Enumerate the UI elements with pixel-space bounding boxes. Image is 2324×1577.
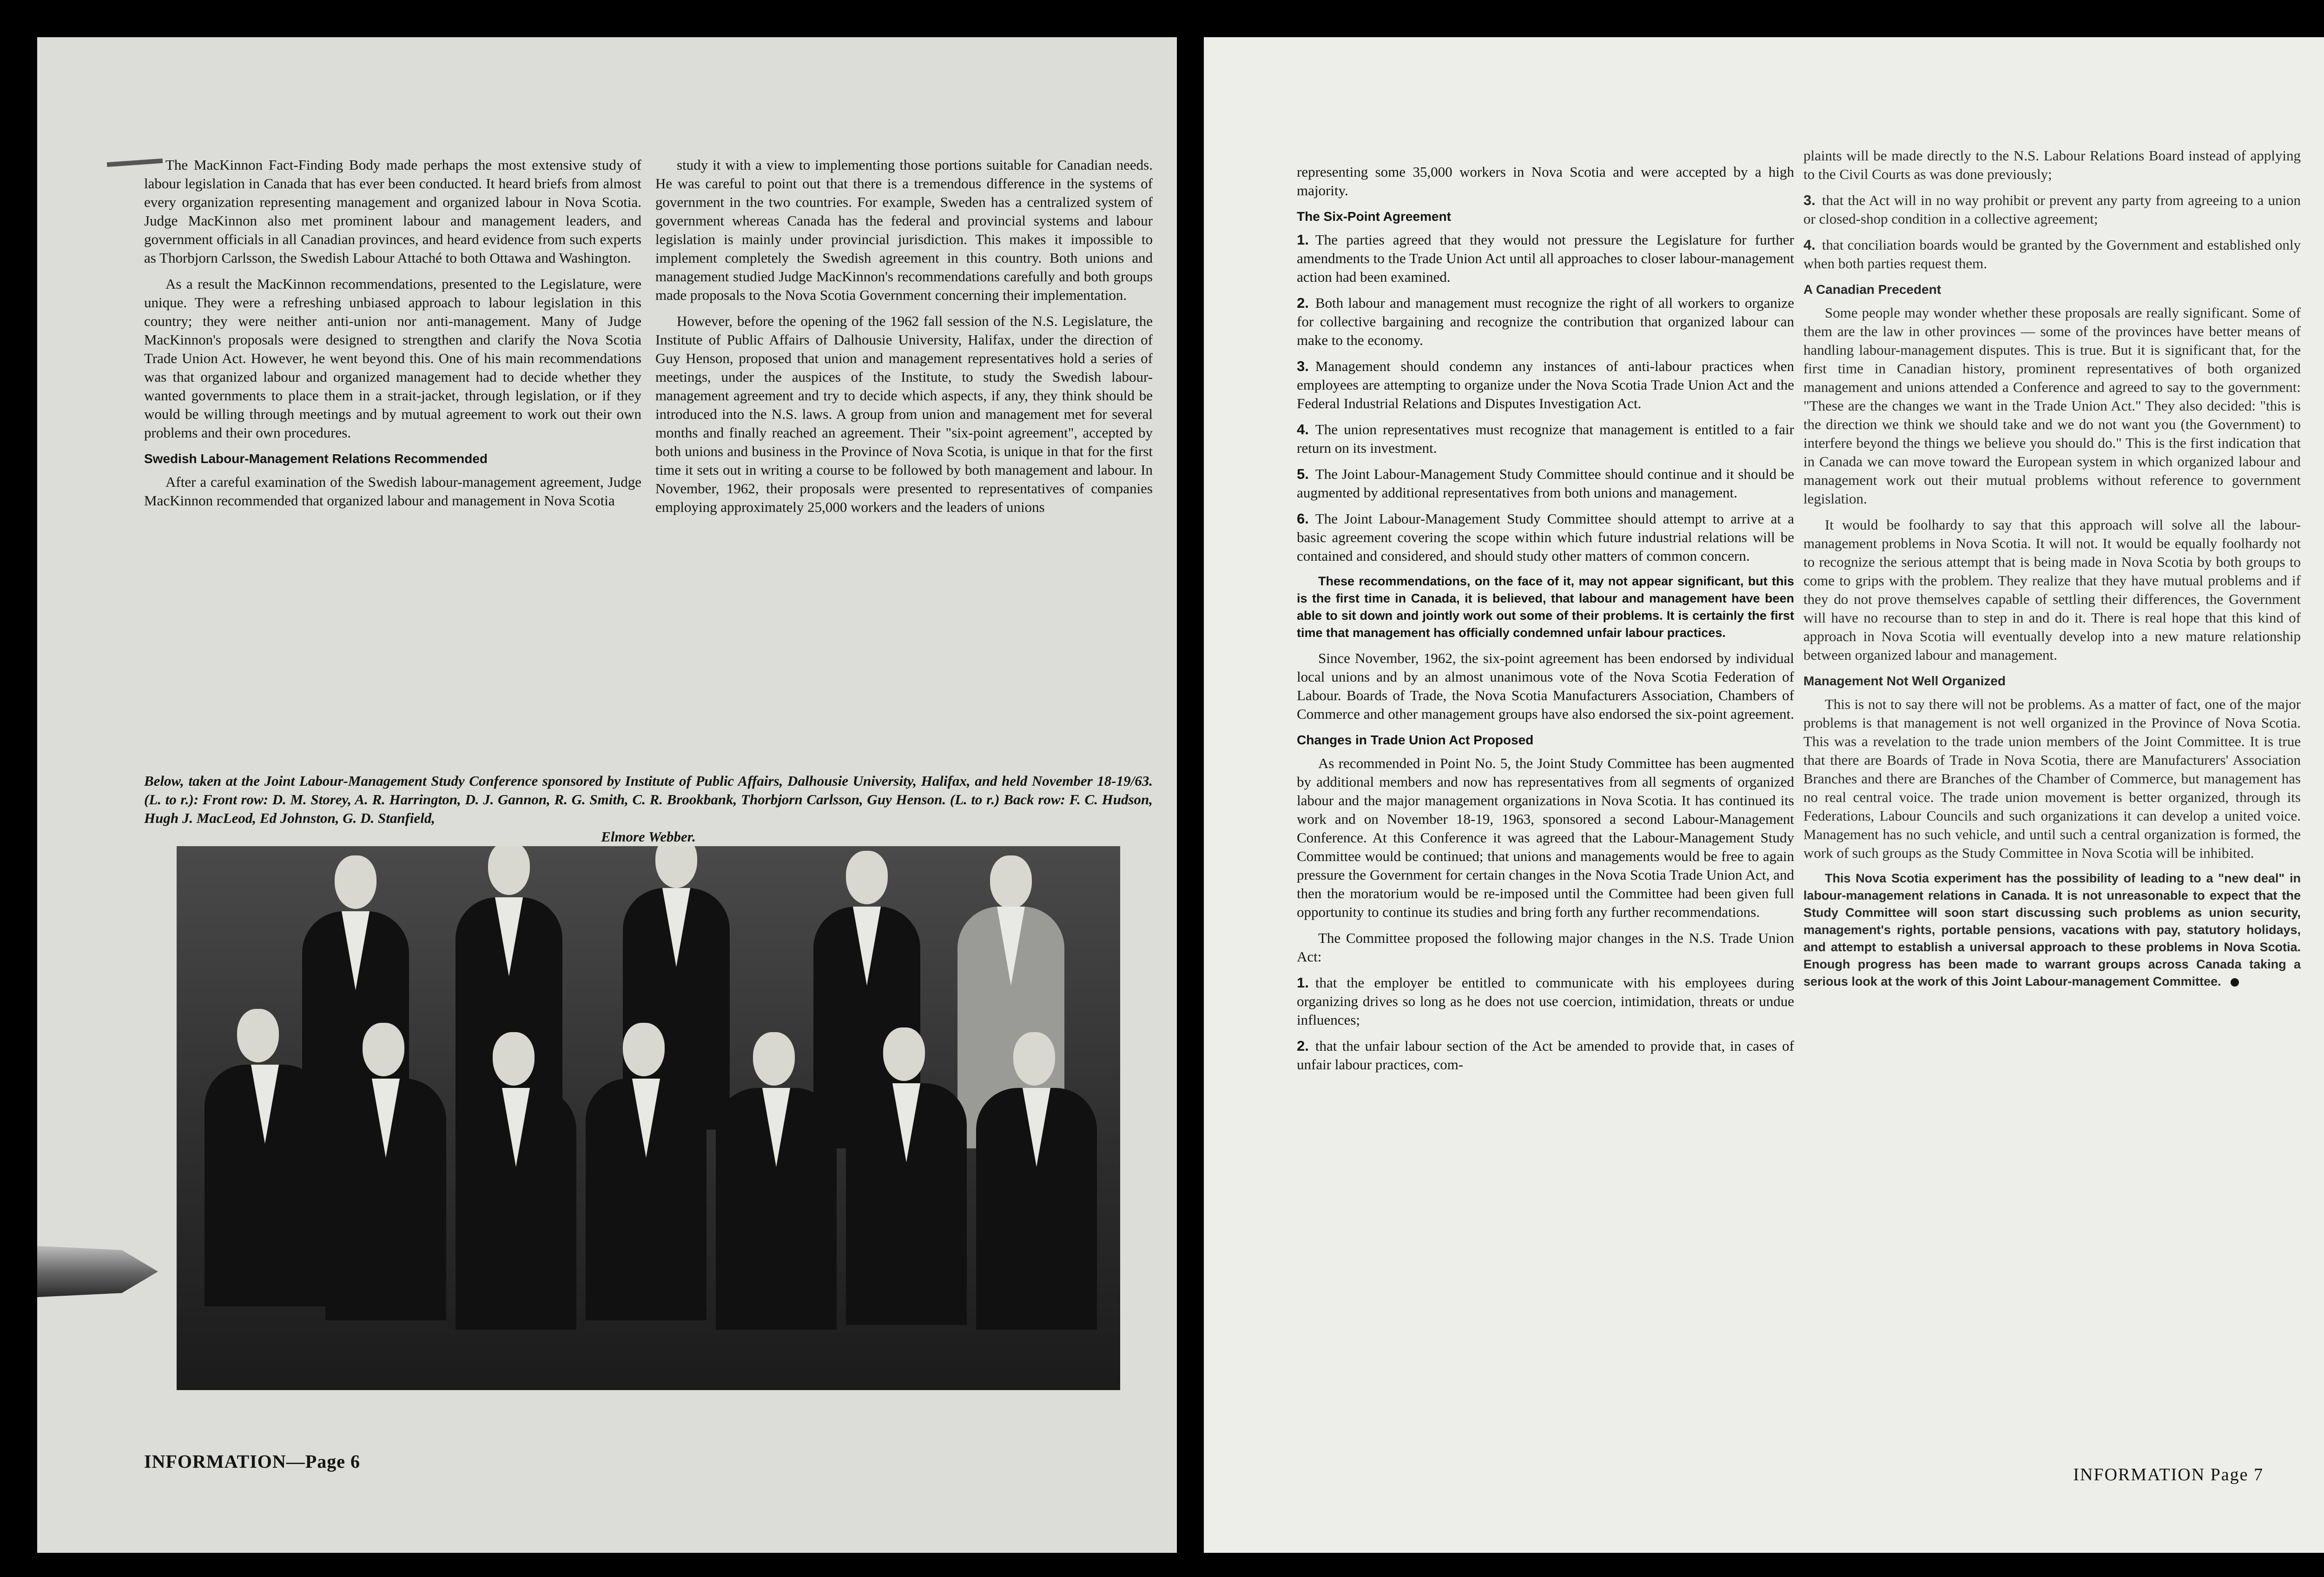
paragraph: Since November, 1962, the six-point agreement has been endorsed by individual local unions and by an almost unanimous vote of the Nova Scotia Federation of Labour. Boards of Trade, the Nova Scotia Manufacturers Association, Chambers of Commerce and other management groups have also endorsed the six-point agreement. (1297, 650, 1795, 722)
left-page-column-2 (655, 156, 1153, 524)
item-text: that the Act will in no way prohibit or prevent any party from agreeing to a union or closed-shop condition in a collective agreement; (1803, 192, 2301, 227)
item-number: 4. (1297, 421, 1309, 437)
paragraph: representing some 35,000 workers in Nova Scotia and were accepted by a high majority. (1297, 164, 1794, 199)
numbered-item (1297, 420, 1794, 457)
item-number: 3. (1803, 192, 1816, 208)
page-footer-left: INFORMATION—Page 6 (144, 1451, 360, 1472)
pen-tip (37, 1246, 158, 1297)
left-page (37, 37, 1177, 1553)
right-page-column-1 (1297, 163, 1794, 1081)
item-text: Management should condemn any instances of anti-labour practices when employees are attempting to organize under the Nova Scotia Trade Union Act and the Federal Industrial Relations and Disputes Investigation Act. (1297, 358, 1794, 411)
group-photo (177, 846, 1120, 1390)
caption-last-line: Elmore Webber. (601, 828, 696, 845)
paragraph: As recommended in Point No. 5, the Joint Study Committee has been augmented by additional members and now has representatives from all segments of organized labour and the major management organizations in Nova Scotia. It has continued its work and on November 18-19, 1963, sponsored a second Labour-Management Conference. At this Conference it was agreed that the Labour-Management Study Committee would be continued; that unions and managements would be free to again pressure the Government for certain changes in the Nova Scotia Trade Union Act, and then the moratorium would be re-imposed until the Committee had been given full opportunity to continue its studies and bring forth any further recommendations. (1297, 755, 1794, 920)
item-number: 5. (1297, 466, 1309, 482)
paragraph: However, before the opening of the 1962 fall session of the N.S. Legislature, the Institute of Public Affairs of Dalhousie University, Halifax, under the direction of Guy Henson, proposed that union and management representatives hold a series of meetings, under the auspices of the Institute, to study the Swedish labour-management agreement and try to decide which aspects, if any, they think should be introduced into the N.S. laws. A group from union and management met for several months and finally reached an agreement. Their "six-point agreement", accepted by both unions and business in the Province of Nova Scotia, is unique in that for the first time it sets out in writing a course to be followed by both management and labour. In November, 1962, their proposals were presented to representatives of companies employing approximately 25,000 workers and the leaders of unions (655, 313, 1153, 515)
numbered-item (1297, 1037, 1794, 1074)
item-number: 6. (1297, 510, 1309, 527)
item-number: 1. (1297, 232, 1309, 248)
section-heading: A Canadian Precedent (1803, 282, 1941, 297)
numbered-item (1297, 294, 1794, 350)
section-heading: The Six-Point Agreement (1297, 209, 1451, 224)
paragraph: After a careful examination of the Swedish labour-management agreement, Judge MacKinnon recommended that organized labour and management in Nova Scotia (144, 474, 641, 509)
item-text: The Joint Labour-Management Study Committee should attempt to arrive at a basic agreement covering the scope within which future industrial relations will be contained and considered, and should study other matters of common concern. (1297, 510, 1794, 564)
right-page-column-2 (1803, 146, 2301, 998)
page-footer-right (2073, 1464, 2264, 1485)
item-number: 2. (1297, 295, 1309, 311)
item-number: 1. (1297, 974, 1309, 991)
paragraph: It would be foolhardy to say that this approach will solve all the labour-management problems in Nova Scotia. It will not. It would be equally foolhardy not to recognize the serious attempt that is being made in Nova Scotia by both groups to come to grips with the problem. They realize that they have mutual problems and if they do not prove themselves capable of settling their differences, the Government will have no recourse than to step in and do it. There is real hope that this kind of approach in Nova Scotia will eventually develop into a new mature relationship between organized labour and management. (1803, 517, 2301, 663)
paragraph: plaints will be made directly to the N.S. Labour Relations Board instead of applying to the Civil Courts as was done previously; (1803, 147, 2301, 182)
highlighted-paragraph: These recommendations, on the face of it, may not appear significant, but this is the first time in Canada, it is believed, that labour and management have been able to sit down and jointly work out some of their problems. It is certainly the first time that management has officially condemned unfair labour practices. (1297, 574, 1794, 640)
section-heading: Changes in Trade Union Act Proposed (1297, 733, 1534, 747)
numbered-item (1297, 357, 1794, 413)
caption-text: Below, taken at the Joint Labour-Management Study Conference sponsored by Institute of Public Affairs, Dalhousie University, Halifax, and held November 18-19/63. (L. to r.): Front row: D. M. Storey, A. R. Harrington, D. J. Gannon, R. G. Smith, C. R. Brookbank, Thorbjorn Carlsson, Guy Henson. (L. to r.) Back row: F. C. Hudson, Hugh J. MacLeod, Ed Johnston, G. D. Stanfield, (144, 773, 1153, 826)
paragraph: study it with a view to implementing those portions suitable for Canadian needs. He was careful to point out that there is a tremendous difference in the systems of government in the two countries. For example, Sweden has a centralized system of government whereas Canada has the federal and provincial systems and labour legislation is mainly under provincial jurisdiction. This makes it impossible to implement completely the Swedish agreement in this country. Both unions and management studied Judge MacKinnon's recommendations carefully and both groups made proposals to the Nova Scotia Government concerning their implementation. (655, 157, 1153, 303)
section-heading: Swedish Labour-Management Relations Recommended (144, 451, 488, 466)
paragraph: Some people may wonder whether these proposals are really significant. Some of them are the law in other provinces — some of the provinces have better means of handling labour-management disputes. This is true. But it is significant that, for the first time in Canadian history, prominent representatives of both organized management and unions attended a Conference and agreed to say to the government: "These are the changes we want in the Trade Union Act." They also decided: "this is the direction we think we should take and we do not want you (the Government) to interfere beyond the things we believe you should do." This is the first indication that in Canada we can move toward the European system in which organized labour and management work out their mutual problems without reference to government legislation. (1803, 305, 2301, 507)
photo-caption (144, 772, 1153, 846)
item-number: 2. (1297, 1038, 1309, 1054)
section-heading: Management Not Well Organized (1803, 674, 2006, 688)
paragraph: The Committee proposed the following major changes in the N.S. Trade Union Act: (1297, 930, 1794, 965)
footer-text: INFORMATION Page 7 (2073, 1465, 2264, 1484)
numbered-item (1803, 236, 2301, 273)
item-text: that conciliation boards would be granted by the Government and established only when both parties request them. (1803, 237, 2301, 272)
numbered-item (1803, 191, 2301, 228)
item-text: that the employer be entitled to communicate with his employees during organizing drives so long as he does not use coercion, intimidation, threats or undue influences; (1297, 974, 1794, 1028)
item-number: 3. (1297, 358, 1309, 374)
numbered-item (1297, 231, 1794, 286)
highlighted-paragraph: This Nova Scotia experiment has the possibility of leading to a "new deal" in labour-management relations in Canada. It is not unreasonable to expect that the Study Committee will soon start discussing such problems as union security, management's rights, portable pensions, vacations with pay, statutory holidays, and attempt to establish a universal approach to these problems in Nova Scotia. Enough progress has been made to warrant groups across Canada taking a serious look at the work of this Joint Labour-management Committee. (1803, 871, 2301, 988)
item-text: The Joint Labour-Management Study Committee should continue and it should be augmented by additional representatives from both unions and management. (1297, 466, 1794, 501)
item-text: Both labour and management must recognize the right of all workers to organize for collective bargaining and recognize the contribution that organized labour can make to the economy. (1297, 295, 1794, 348)
numbered-item (1297, 974, 1794, 1029)
item-text: that the unfair labour section of the Act be amended to provide that, in cases of unfair labour practices, com- (1297, 1038, 1794, 1073)
item-number: 4. (1803, 237, 1816, 253)
paragraph: As a result the MacKinnon recommendations, presented to the Legislature, were unique. They were a refreshing unbiased approach to labour legislation in this country; they were neither anti-union nor anti-management. Many of Judge MacKinnon's proposals were designed to strengthen and clarify the Nova Scotia Trade Union Act. However, he went beyond this. One of his main recommendations was that organized labour and organized management had to decide whether they wanted governments to place them in a strait-jacket, through legislation, or if they would be willing through meetings and by mutual agreement to work out their own problems and their own procedures. (144, 276, 641, 441)
left-page-column-1 (144, 156, 641, 517)
end-bullet (2231, 978, 2239, 987)
item-text: The union representatives must recognize that management is entitled to a fair return on its investment. (1297, 421, 1794, 456)
paragraph: The MacKinnon Fact-Finding Body made perhaps the most extensive study of labour legislation in Canada that has ever been conducted. It heard briefs from almost every organization representing management and organized labour in Nova Scotia. Judge MacKinnon also met prominent labour and management leaders, and government officials in all Canadian provinces, and heard evidence from such experts as Thorbjorn Carlsson, the Swedish Labour Attaché to both Ottawa and Washington. (144, 157, 641, 266)
right-page (1204, 37, 2324, 1553)
paragraph: This is not to say there will not be problems. As a matter of fact, one of the major problems is that management is not well organized in the Province of Nova Scotia. This was a revelation to the trade union members of the Joint Committee. It is true that there are Boards of Trade in Nova Scotia, there are Manufacturers' Association Branches and there are Branches of the Chamber of Commerce, but management has no real central voice. The trade union movement is better organized, through its Federations, Labour Councils and such organizations it can develop a united voice. Management has no such vehicle, and until such a central organization is formed, the work of such groups as the Study Committee in Nova Scotia will be inhibited. (1803, 696, 2301, 861)
item-text: The parties agreed that they would not pressure the Legislature for further amendments to the Trade Union Act until all approaches to closer labour-management action had been examined. (1297, 232, 1794, 285)
numbered-item (1297, 510, 1794, 565)
numbered-item (1297, 465, 1794, 502)
